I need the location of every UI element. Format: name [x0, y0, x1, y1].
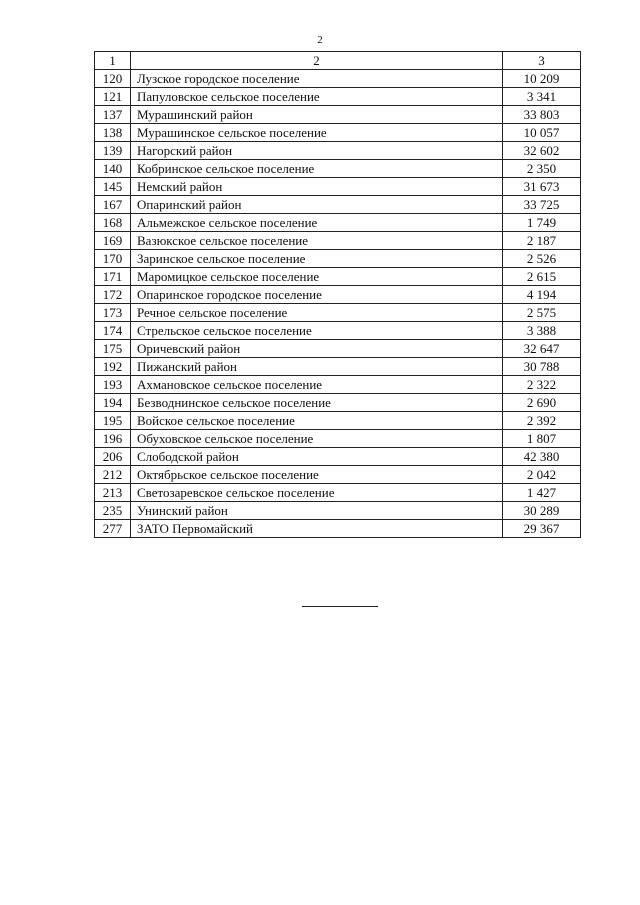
row-value: 2 615	[503, 268, 581, 286]
table-row	[95, 430, 581, 448]
row-code: 213	[95, 484, 131, 502]
row-value: 33 725	[503, 196, 581, 214]
header-row	[95, 52, 581, 70]
row-code: 138	[95, 124, 131, 142]
table-row	[95, 160, 581, 178]
row-name: Лузское городское поселение	[131, 70, 503, 88]
row-name: Маромицкое сельское поселение	[131, 268, 503, 286]
row-name: Кобринское сельское поселение	[131, 160, 503, 178]
row-code: 194	[95, 394, 131, 412]
row-value: 31 673	[503, 178, 581, 196]
row-code: 121	[95, 88, 131, 106]
row-name: Слободской район	[131, 448, 503, 466]
row-value: 2 526	[503, 250, 581, 268]
row-name: Заринское сельское поселение	[131, 250, 503, 268]
row-name: Мурашинский район	[131, 106, 503, 124]
row-code: 172	[95, 286, 131, 304]
table-row	[95, 394, 581, 412]
table-row	[95, 322, 581, 340]
header-col-1: 1	[95, 52, 131, 70]
table-row	[95, 286, 581, 304]
table-row	[95, 142, 581, 160]
table-body	[95, 70, 581, 538]
row-name: Стрельское сельское поселение	[131, 322, 503, 340]
row-name: Альмежское сельское поселение	[131, 214, 503, 232]
row-name: Мурашинское сельское поселение	[131, 124, 503, 142]
table-header	[95, 52, 581, 70]
row-code: 167	[95, 196, 131, 214]
page-number: 2	[317, 34, 323, 46]
row-code: 175	[95, 340, 131, 358]
row-name: Безводнинское сельское поселение	[131, 394, 503, 412]
table-row	[95, 214, 581, 232]
row-value: 29 367	[503, 520, 581, 538]
row-name: Папуловское сельское поселение	[131, 88, 503, 106]
row-code: 168	[95, 214, 131, 232]
row-code: 120	[95, 70, 131, 88]
row-value: 42 380	[503, 448, 581, 466]
row-name: Октябрьское сельское поселение	[131, 466, 503, 484]
row-value: 2 392	[503, 412, 581, 430]
table-row	[95, 88, 581, 106]
table-row	[95, 268, 581, 286]
row-value: 4 194	[503, 286, 581, 304]
table-row	[95, 484, 581, 502]
table-row	[95, 70, 581, 88]
row-name: Обуховское сельское поселение	[131, 430, 503, 448]
closing-line	[302, 606, 378, 607]
row-value: 2 187	[503, 232, 581, 250]
row-name: Опаринское городское поселение	[131, 286, 503, 304]
row-code: 195	[95, 412, 131, 430]
row-name: Унинский район	[131, 502, 503, 520]
table-row	[95, 502, 581, 520]
row-value: 33 803	[503, 106, 581, 124]
row-code: 140	[95, 160, 131, 178]
row-value: 32 602	[503, 142, 581, 160]
row-name: Немский район	[131, 178, 503, 196]
row-value: 32 647	[503, 340, 581, 358]
row-value: 2 575	[503, 304, 581, 322]
row-value: 2 322	[503, 376, 581, 394]
table-row	[95, 106, 581, 124]
row-code: 169	[95, 232, 131, 250]
row-code: 196	[95, 430, 131, 448]
row-value: 2 042	[503, 466, 581, 484]
row-value: 10 057	[503, 124, 581, 142]
row-value: 3 341	[503, 88, 581, 106]
row-code: 139	[95, 142, 131, 160]
table-row	[95, 178, 581, 196]
row-name: Пижанский район	[131, 358, 503, 376]
row-code: 277	[95, 520, 131, 538]
row-value: 1 807	[503, 430, 581, 448]
row-name: Вазюкское сельское поселение	[131, 232, 503, 250]
row-name: Светозаревское сельское поселение	[131, 484, 503, 502]
row-name: Оричевский район	[131, 340, 503, 358]
table-row	[95, 412, 581, 430]
row-code: 193	[95, 376, 131, 394]
table-row	[95, 466, 581, 484]
row-value: 30 788	[503, 358, 581, 376]
row-name: Речное сельское поселение	[131, 304, 503, 322]
row-code: 171	[95, 268, 131, 286]
row-value: 3 388	[503, 322, 581, 340]
table-row	[95, 304, 581, 322]
header-col-3: 3	[503, 52, 581, 70]
row-name: Войское сельское поселение	[131, 412, 503, 430]
table-row	[95, 358, 581, 376]
row-code: 145	[95, 178, 131, 196]
table-row	[95, 520, 581, 538]
table-row	[95, 448, 581, 466]
table-row	[95, 340, 581, 358]
table-row	[95, 376, 581, 394]
row-value: 10 209	[503, 70, 581, 88]
row-code: 235	[95, 502, 131, 520]
row-code: 137	[95, 106, 131, 124]
row-code: 206	[95, 448, 131, 466]
row-code: 170	[95, 250, 131, 268]
table-row	[95, 250, 581, 268]
row-name: Ахмановское сельское поселение	[131, 376, 503, 394]
row-value: 2 350	[503, 160, 581, 178]
table-row	[95, 232, 581, 250]
row-code: 174	[95, 322, 131, 340]
row-value: 1 749	[503, 214, 581, 232]
row-name: ЗАТО Первомайский	[131, 520, 503, 538]
row-code: 192	[95, 358, 131, 376]
table-row	[95, 196, 581, 214]
row-code: 212	[95, 466, 131, 484]
row-name: Опаринский район	[131, 196, 503, 214]
row-name: Нагорский район	[131, 142, 503, 160]
row-value: 2 690	[503, 394, 581, 412]
table-row	[95, 124, 581, 142]
header-col-2: 2	[131, 52, 503, 70]
row-value: 30 289	[503, 502, 581, 520]
row-code: 173	[95, 304, 131, 322]
row-value: 1 427	[503, 484, 581, 502]
data-table	[94, 51, 581, 538]
